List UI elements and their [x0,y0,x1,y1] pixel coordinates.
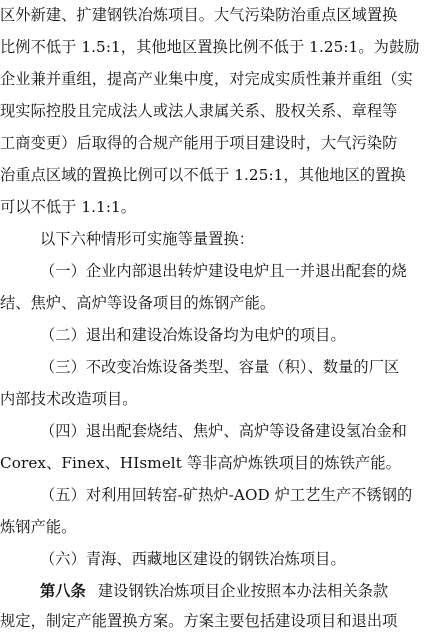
article-8-line: 规定，制定产能置换方案。方案主要包括建设项目和退出项 [0,612,398,630]
list-item-continuation: 内部技术改造项目。 [0,390,138,408]
paragraph-line: 工商变更）后取得的合规产能用于项目建设时，大气污染防 [0,134,398,152]
list-item: （四）退出配套烧结、焦炉、高炉等设备建设氢冶金和 [40,422,407,440]
list-item-continuation: 结、焦炉、高炉等设备项目的炼钢产能。 [0,294,276,312]
article-label: 第八条 [40,582,86,600]
list-item: （二）退出和建设冶炼设备均为电炉的项目。 [40,326,346,344]
intro-line: 以下六种情形可实施等量置换： [40,230,255,248]
paragraph-line: 区外新建、扩建钢铁冶炼项目。大气污染防治重点区域置换 [0,6,398,24]
paragraph-line: 可以不低于 1.1:1。 [0,198,137,216]
list-item-continuation: Corex、Finex、HIsmelt 等非高炉炼铁项目的炼铁产能。 [0,454,401,472]
list-item: （六）青海、西藏地区建设的钢铁冶炼项目。 [40,550,346,568]
list-item: （一）企业内部退出转炉建设电炉且一并退出配套的烧 [40,262,407,280]
paragraph-line: 企业兼并重组，提高产业集中度，对完成实质性兼并重组（实 [0,70,413,88]
paragraph-line: 治重点区域的置换比例可以不低于 1.25:1，其他地区的置换 [0,166,406,184]
paragraph-line: 比例不低于 1.5:1，其他地区置换比例不低于 1.25:1。为鼓励 [0,38,420,56]
article-8-first-line [40,576,439,606]
list-item: （五）对利用回转窑-矿热炉-AOD 炉工艺生产不锈钢的 [40,486,413,504]
list-item-continuation: 炼钢产能。 [0,518,77,536]
article-text: 建设钢铁冶炼项目企业按照本办法相关条款 [97,582,389,600]
list-item: （三）不改变冶炼设备类型、容量（积）、数量的厂区 [40,358,400,376]
paragraph-line: 现实际控股且完成法人或法人隶属关系、股权关系、章程等 [0,102,398,120]
